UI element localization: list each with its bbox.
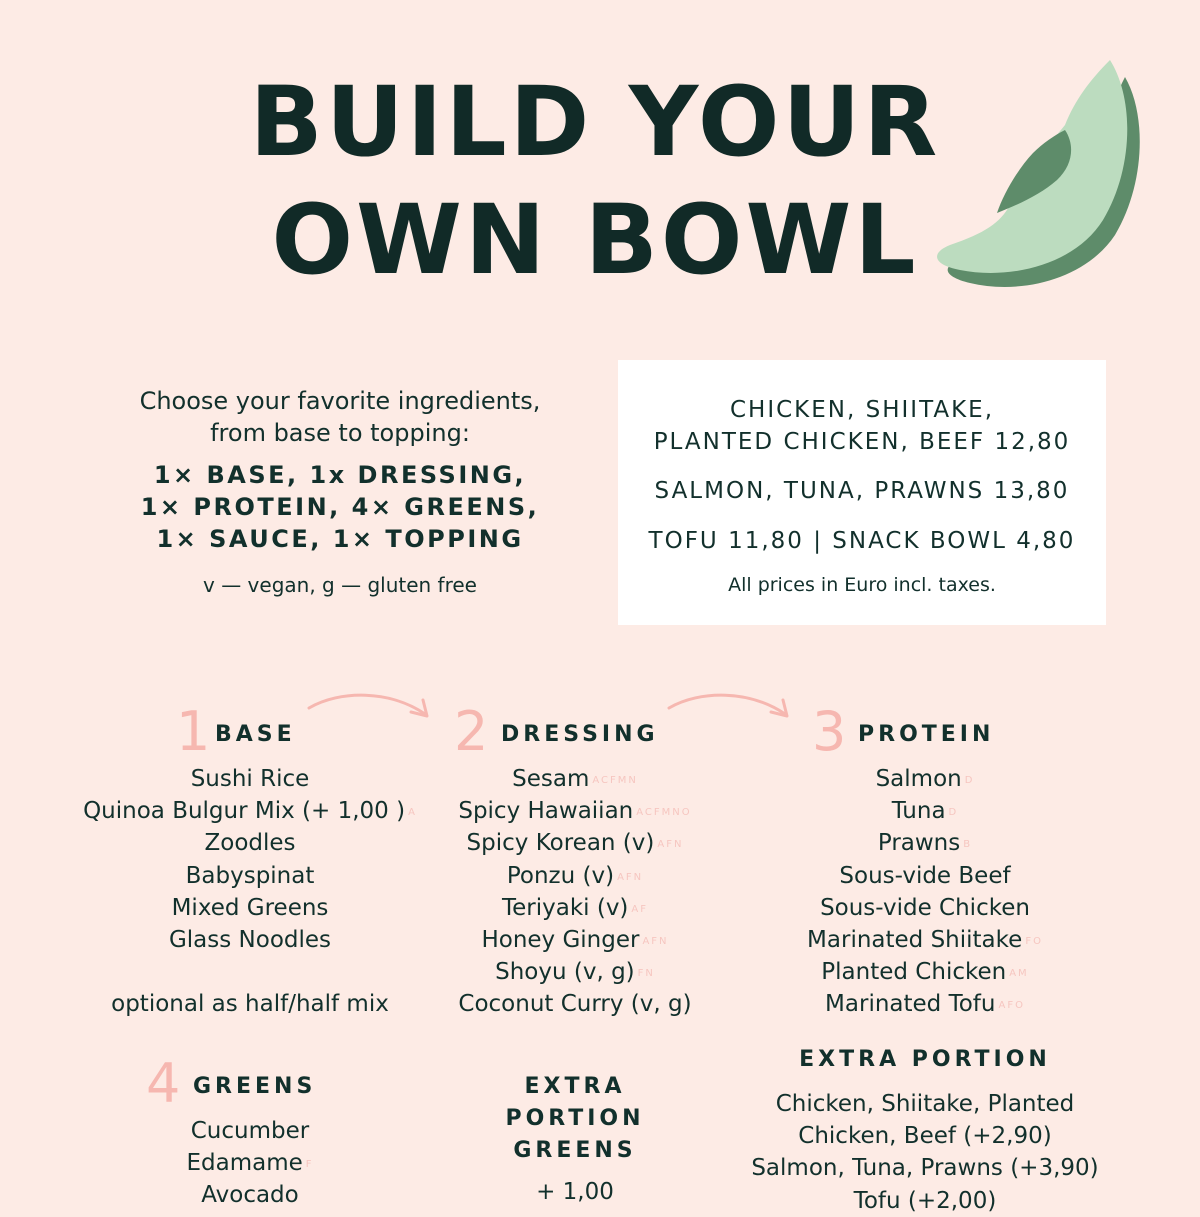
price-line-1: CHICKEN, SHIITAKE, <box>729 397 995 423</box>
greens-item-name: Cucumber <box>190 1118 310 1144</box>
allergen-codes: AFN <box>642 936 669 948</box>
allergen-codes: AFN <box>617 871 644 883</box>
dressing-item-name: Ponzu (v) <box>506 862 615 889</box>
diet-legend: v — vegan, g — gluten free <box>203 573 477 597</box>
allergen-codes: D <box>948 807 959 819</box>
base-item-name: Babyspinat <box>185 862 315 889</box>
protein-item-name: Marinated Tofu <box>825 991 996 1018</box>
dressing-item-name: Teriyaki (v) <box>501 894 629 921</box>
protein-item-name: Planted Chicken <box>821 959 1007 986</box>
dressing-item <box>410 892 740 924</box>
dressing-item <box>410 988 740 1020</box>
protein-list <box>760 763 1090 1021</box>
section-heading-base: BASE <box>215 722 296 747</box>
avocado-slice-icon <box>925 55 1155 295</box>
protein-item <box>760 827 1090 859</box>
base-note: optional as half/half mix <box>111 991 389 1017</box>
greens-item <box>70 1179 430 1211</box>
greens-item-name: Edamame <box>186 1150 303 1177</box>
extra-greens-line-1: EXTRA <box>524 1074 626 1099</box>
section-heading-protein: PROTEIN <box>858 722 995 747</box>
extra-portion-line: Salmon, Tuna, Prawns (+3,90) <box>751 1155 1099 1182</box>
extra-greens-price: + 1,00 <box>536 1179 614 1205</box>
extra-greens-line-2: PORTION <box>505 1106 645 1131</box>
dressing-item <box>410 860 740 892</box>
dressing-item <box>410 956 740 988</box>
curved-arrow-icon <box>665 688 795 728</box>
section-number-dressing: 2 <box>454 700 489 763</box>
dressing-item <box>410 795 740 827</box>
allergen-codes: ACFMNO <box>636 807 692 819</box>
extra-portion-heading: EXTRA PORTION <box>799 1047 1051 1072</box>
dressing-list <box>410 763 740 1021</box>
page-title-line-1: BUILD YOUR <box>249 66 941 178</box>
protein-item <box>760 860 1090 892</box>
intro-rule-1: 1× BASE, 1x DRESSING, <box>153 461 527 489</box>
section-heading-dressing: DRESSING <box>501 722 659 747</box>
section-number-protein: 3 <box>812 700 847 763</box>
allergen-codes: B <box>963 839 973 851</box>
extra-greens-heading <box>430 1071 720 1167</box>
allergen-codes: A <box>408 807 417 819</box>
price-box <box>618 360 1106 625</box>
base-item <box>70 827 430 859</box>
base-list <box>70 763 430 956</box>
price-line-3: SALMON, TUNA, PRAWNS 13,80 <box>654 478 1070 504</box>
dressing-item-name: Spicy Korean (v) <box>466 830 655 857</box>
allergen-codes: AFO <box>998 1000 1025 1012</box>
greens-list <box>70 1115 430 1212</box>
greens-item <box>70 1147 430 1179</box>
base-item-name: Sushi Rice <box>190 766 310 792</box>
base-item <box>70 795 430 827</box>
base-item <box>70 763 430 795</box>
allergen-codes: AF <box>631 903 648 915</box>
allergen-codes: FO <box>1025 936 1043 948</box>
price-line-2: PLANTED CHICKEN, BEEF 12,80 <box>653 429 1071 455</box>
dressing-item <box>410 924 740 956</box>
protein-item <box>760 924 1090 956</box>
protein-item-name: Sous-vide Chicken <box>820 894 1030 921</box>
protein-item-name: Prawns <box>877 830 961 857</box>
protein-item <box>760 892 1090 924</box>
extra-portion-list <box>720 1088 1130 1217</box>
protein-item-name: Salmon <box>875 766 962 792</box>
base-item <box>70 860 430 892</box>
allergen-codes: D <box>964 775 975 786</box>
dressing-item <box>410 827 740 859</box>
protein-item-name: Tuna <box>891 798 946 825</box>
protein-item <box>760 795 1090 827</box>
price-line-4: TOFU 11,80 | SNACK BOWL 4,80 <box>648 528 1076 554</box>
extra-portion-line: Chicken, Beef (+2,90) <box>798 1123 1052 1150</box>
dressing-item <box>410 763 740 795</box>
section-heading-greens: GREENS <box>193 1074 317 1099</box>
section-number-greens: 4 <box>146 1052 181 1115</box>
protein-item <box>760 956 1090 988</box>
allergen-codes: FN <box>637 968 655 980</box>
base-item <box>70 892 430 924</box>
page-title-line-2: OWN BOWL <box>271 184 919 296</box>
section-number-base: 1 <box>176 700 211 763</box>
intro-rule-3: 1× SAUCE, 1× TOPPING <box>156 525 524 553</box>
base-item-name: Mixed Greens <box>171 894 329 921</box>
greens-item <box>70 1115 430 1147</box>
dressing-item-name: Coconut Curry (v, g) <box>458 991 692 1018</box>
dressing-item-name: Shoyu (v, g) <box>495 959 635 986</box>
allergen-codes: F <box>305 1159 314 1171</box>
dressing-item-name: Honey Ginger <box>481 927 640 954</box>
protein-item <box>760 988 1090 1020</box>
base-item-name: Zoodles <box>204 830 296 857</box>
allergen-codes: ACFMN <box>592 775 638 786</box>
intro-rule-2: 1× PROTEIN, 4× GREENS, <box>140 493 540 521</box>
protein-item-name: Sous-vide Beef <box>839 862 1011 889</box>
intro-lead-2: from base to topping: <box>210 419 470 447</box>
extra-greens-line-3: GREENS <box>513 1138 637 1163</box>
allergen-codes: AM <box>1009 968 1029 980</box>
allergen-codes: AFN <box>657 839 684 851</box>
intro-block <box>90 385 590 597</box>
price-note: All prices in Euro incl. taxes. <box>728 574 996 596</box>
extra-portion-line: Chicken, Shiitake, Planted <box>775 1091 1075 1117</box>
base-item-name: Glass Noodles <box>168 927 332 954</box>
base-item-name: Quinoa Bulgur Mix (+ 1,00 ) <box>83 798 406 825</box>
extra-portion-line: Tofu (+2,00) <box>853 1187 997 1214</box>
intro-lead-1: Choose your favorite ingredients, <box>139 387 541 415</box>
greens-item-name: Avocado <box>201 1182 299 1209</box>
curved-arrow-icon <box>305 688 435 728</box>
base-item <box>70 924 430 956</box>
dressing-item-name: Spicy Hawaiian <box>458 798 634 825</box>
dressing-item-name: Sesam <box>512 766 590 792</box>
protein-item-name: Marinated Shiitake <box>807 927 1023 954</box>
protein-item <box>760 763 1090 795</box>
